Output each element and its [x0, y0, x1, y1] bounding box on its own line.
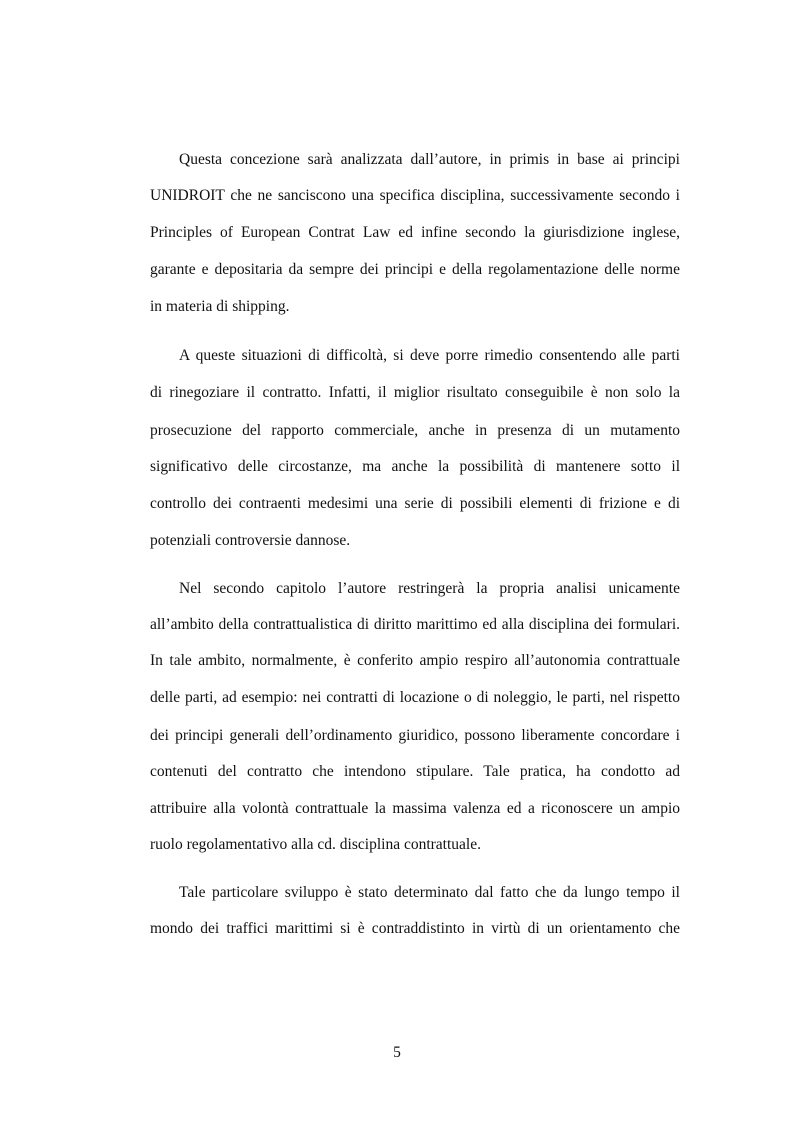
paragraph-line: delle parti, ad esempio: nei contratti di locazione o di noleggio, le parti, nel rispetto	[150, 689, 680, 706]
paragraph-line: Principles of European Contrat Law ed infine secondo la giurisdizione inglese,	[150, 224, 680, 241]
paragraph-line: prosecuzione del rapporto commerciale, anche in presenza di un mutamento	[150, 422, 680, 439]
paragraph-line: dei principi generali dell’ordinamento giuridico, possono liberamente concordare i	[150, 727, 680, 744]
paragraph-line: contenuti del contratto che intendono stipulare. Tale pratica, ha condotto ad	[150, 763, 680, 780]
paragraph-line: significativo delle circostanze, ma anche la possibilità di mantenere sotto il	[150, 458, 680, 475]
paragraph-line: controllo dei contraenti medesimi una serie di possibili elementi di frizione e di	[150, 495, 680, 512]
paragraph-line: Nel secondo capitolo l’autore restringerà la propria analisi unicamente	[179, 580, 680, 597]
paragraph-line: In tale ambito, normalmente, è conferito ampio respiro all’autonomia contrattuale	[150, 652, 680, 669]
paragraph-line: A queste situazioni di difficoltà, si deve porre rimedio consentendo alle parti	[179, 347, 680, 364]
paragraph-line: UNIDROIT che ne sanciscono una specifica disciplina, successivamente secondo i	[150, 187, 680, 204]
paragraph-line: di rinegoziare il contratto. Infatti, il miglior risultato conseguibile è non solo la	[150, 384, 680, 401]
paragraph-line: potenziali controversie dannose.	[150, 532, 351, 549]
paragraph-line: garante e depositaria da sempre dei principi e della regolamentazione delle norme	[150, 261, 680, 278]
paragraph-line: Questa concezione sarà analizzata dall’autore, in primis in base ai principi	[179, 151, 680, 168]
paragraph-line: mondo dei traffici marittimi si è contraddistinto in virtù di un orientamento che	[150, 920, 680, 937]
paragraph-line: in materia di shipping.	[150, 298, 290, 315]
paragraph-line: ruolo regolamentativo alla cd. disciplina contrattuale.	[150, 836, 481, 853]
page-number: 5	[393, 1044, 401, 1061]
paragraph-line: all’ambito della contrattualistica di diritto marittimo ed alla disciplina dei formulari.	[150, 616, 680, 633]
paragraph-line: attribuire alla volontà contrattuale la massima valenza ed a riconoscere un ampio	[150, 800, 680, 817]
paragraph-line: Tale particolare sviluppo è stato determinato dal fatto che da lungo tempo il	[179, 884, 680, 901]
